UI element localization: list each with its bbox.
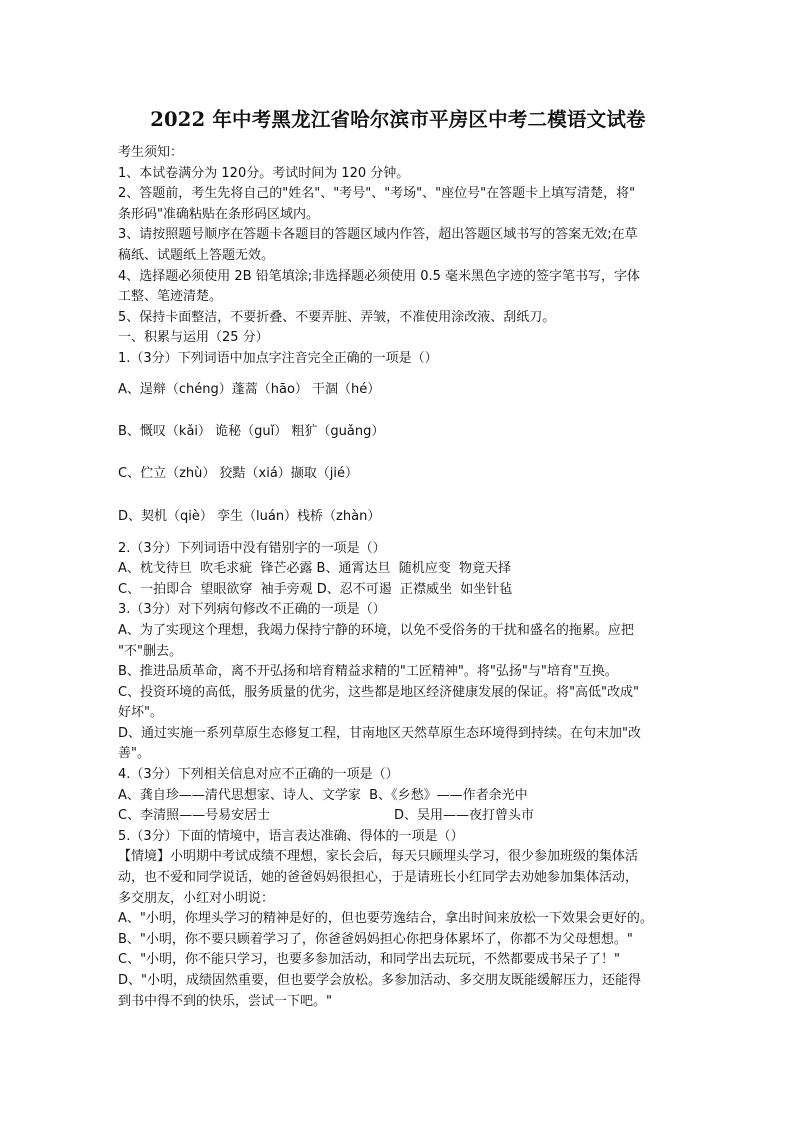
notice-line: 2、答题前，考生先将自己的"姓名"、"考号"、"考场"、"座位号"在答题卡上填写清楚，将"	[118, 186, 636, 202]
question-line: C、李清照——号易安居士 D、吴用——夜打曾头市	[118, 808, 535, 824]
question-line: A、龚自珍——清代思想家、诗人、文学家 B、《乡愁》——作者余光中	[118, 787, 528, 803]
notice-line: 工整、笔迹清楚。	[118, 289, 223, 305]
notice-line: 4、选择题必须使用 2B 铅笔填涂;非选择题必须使用 0.5 毫米黑色字迹的签字笔书写，字体	[118, 268, 641, 284]
question-line: D、"小明，成绩固然重要，但也要学会放松。多参加活动、多交朋友既能缓解压力，还能得	[118, 973, 641, 988]
question-line: A、枕戈待旦 吹毛求疵 锋芒必露 B、通霄达旦 随机应变 物竟天择	[118, 561, 512, 577]
question-line: B、"小明，你不要只顾着学习了，你爸爸妈妈担心你把身体累坏了，你都不为父母想想。"	[118, 931, 633, 947]
notice-line: 条形码"准确粘贴在条形码区域内。	[118, 206, 319, 222]
question-1-options	[118, 380, 678, 527]
question-line: B、推进品质革命，离不开弘扬和培育精益求精的"工匠精神"。将"弘扬"与"培育"互换。	[118, 664, 618, 680]
scenario-text: 动，也不爱和同学说话，她的爸爸妈妈很担心，于是请班长小红同学去劝她参加集体活动，	[118, 870, 639, 886]
option-d: D、契机（qiè） 孪生（luán）栈桥（zhàn）	[118, 508, 381, 524]
notice-line: 1、本试卷满分为 120分。考试时间为 120 分钟。	[118, 165, 410, 181]
question-1-stem: 1.（3分）下列词语中加点字注音完全正确的一项是（）	[118, 350, 438, 366]
question-line: "不"删去。	[118, 643, 182, 659]
page-title: 2022 年中考黑龙江省哈尔滨市平房区中考二模语文试卷	[150, 108, 646, 131]
question-2-stem: 2.（3分）下列词语中没有错别字的一项是（）	[118, 540, 386, 556]
notice-heading: 考生须知：	[118, 145, 184, 160]
question-line: C、投资环境的高低，服务质量的优劣，这些都是地区经济健康发展的保证。将"高低"改成"	[118, 684, 640, 700]
question-line: D、通过实施一系列草原生态修复工程，甘南地区天然草原生态环境得到持续。在句末加"改	[118, 725, 641, 741]
exam-page	[118, 104, 678, 1012]
question-line: 到书中得不到的快乐，尝试一下吧。"	[118, 993, 332, 1009]
scenario-text: 多交朋友，小红对小明说：	[118, 890, 275, 906]
question-5-stem: 5.（3分）下面的情境中，语言表达准确、得体的一项是（）	[118, 828, 464, 844]
notice-section	[118, 143, 678, 370]
notice-line: 3、请按照题号顺序在答题卡各题目的答题区域内作答，超出答题区域书写的答案无效;在草	[118, 227, 638, 243]
section-heading: 一、积累与运用（25 分）	[118, 330, 269, 346]
question-4-stem: 4.（3分）下列相关信息对应不正确的一项是（）	[118, 767, 399, 783]
scenario-text: 【情境】小明期中考试成绩不理想，家长会后，每天只顾埋头学习，很少参加班级的集体活	[118, 849, 639, 865]
questions-2-to-5	[118, 539, 678, 1013]
question-line: C、"小明，你不能只学习，也要多参加活动，和同学出去玩玩，不然都要成书呆子了！"	[118, 952, 621, 968]
option-c: C、伫立（zhù） 狡黠（xiá）撷取（jié）	[118, 465, 359, 481]
question-line: C、一拍即合 望眼欲穿 袖手旁观 D、忍不可遏 正襟威坐 如坐针毡	[118, 581, 513, 597]
notice-line: 稿纸、试题纸上答题无效。	[118, 247, 275, 263]
question-3-stem: 3.（3分）对下列病句修改不正确的一项是（）	[118, 602, 386, 618]
question-line: 好坏"。	[118, 705, 163, 721]
question-line: 善"。	[118, 746, 150, 762]
notice-line: 5、保持卡面整洁，不要折叠、不要弄脏、弄皱，不准使用涂改液、刮纸刀。	[118, 309, 556, 325]
question-line: A、"小明，你埋头学习的精神是好的，但也要劳逸结合，拿出时间来放松一下效果会更好的。	[118, 911, 653, 927]
option-b: B、慨叹（kǎi） 诡秘（guǐ） 粗犷（guǎng）	[118, 423, 385, 439]
question-line: A、为了实现这个理想，我竭力保持宁静的环境，以免不受俗务的干扰和盛名的拖累。应把	[118, 622, 634, 638]
option-a: A、逞辩（chéng）蓬蒿（hāo） 干涸（hé）	[118, 381, 381, 397]
